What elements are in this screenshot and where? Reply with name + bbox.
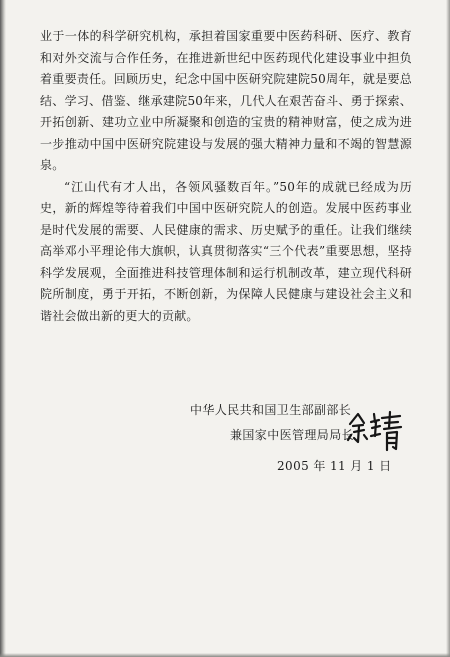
signature-date: 2005 年 11 月 1 日 [277,459,392,473]
paragraph-2: “江山代有才人出，各领风骚数百年。”50年的成就已经成为历史，新的辉煌等待着我们中国中医研究院人的创造。发展中医药事业是时代发展的需要、人民健康的需求、历史赋予的重任。让我们继续高举邓小平理论伟大旗帜，认真贯彻落实“三个代表”重要思想，坚持科学发展观，全面推进科技管理体制和运行机制改革，建立现代科研院所制度，勇于开拓，不断创新，为保障人民健康与建设社会主义和谐社会做出新的更大的贡献。 [40,179,412,323]
signatory-title-2: 兼国家中医管理局局长 [230,428,355,442]
handwritten-signature [344,408,408,452]
signatory-title-1: 中华人民共和国卫生部副部长 [190,403,352,417]
paragraph-1: 业于一体的科学研究机构，承担着国家重要中医药科研、医疗、教育和对外交流与合作任务，在推进新世纪中医药现代化建设事业中担负着重要责任。回顾历史，纪念中国中医研究院建院50周年，就是要总结、学习、借鉴、继承建院50年来，几代人在艰苦奋斗、勇于探索、开拓创新、建功立业中所凝聚和创造的宝贵的精神财富，使之成为进一步推动中国中医研究院建设与发展的强大精神力量和不竭的智慧源泉。 [40,29,412,172]
